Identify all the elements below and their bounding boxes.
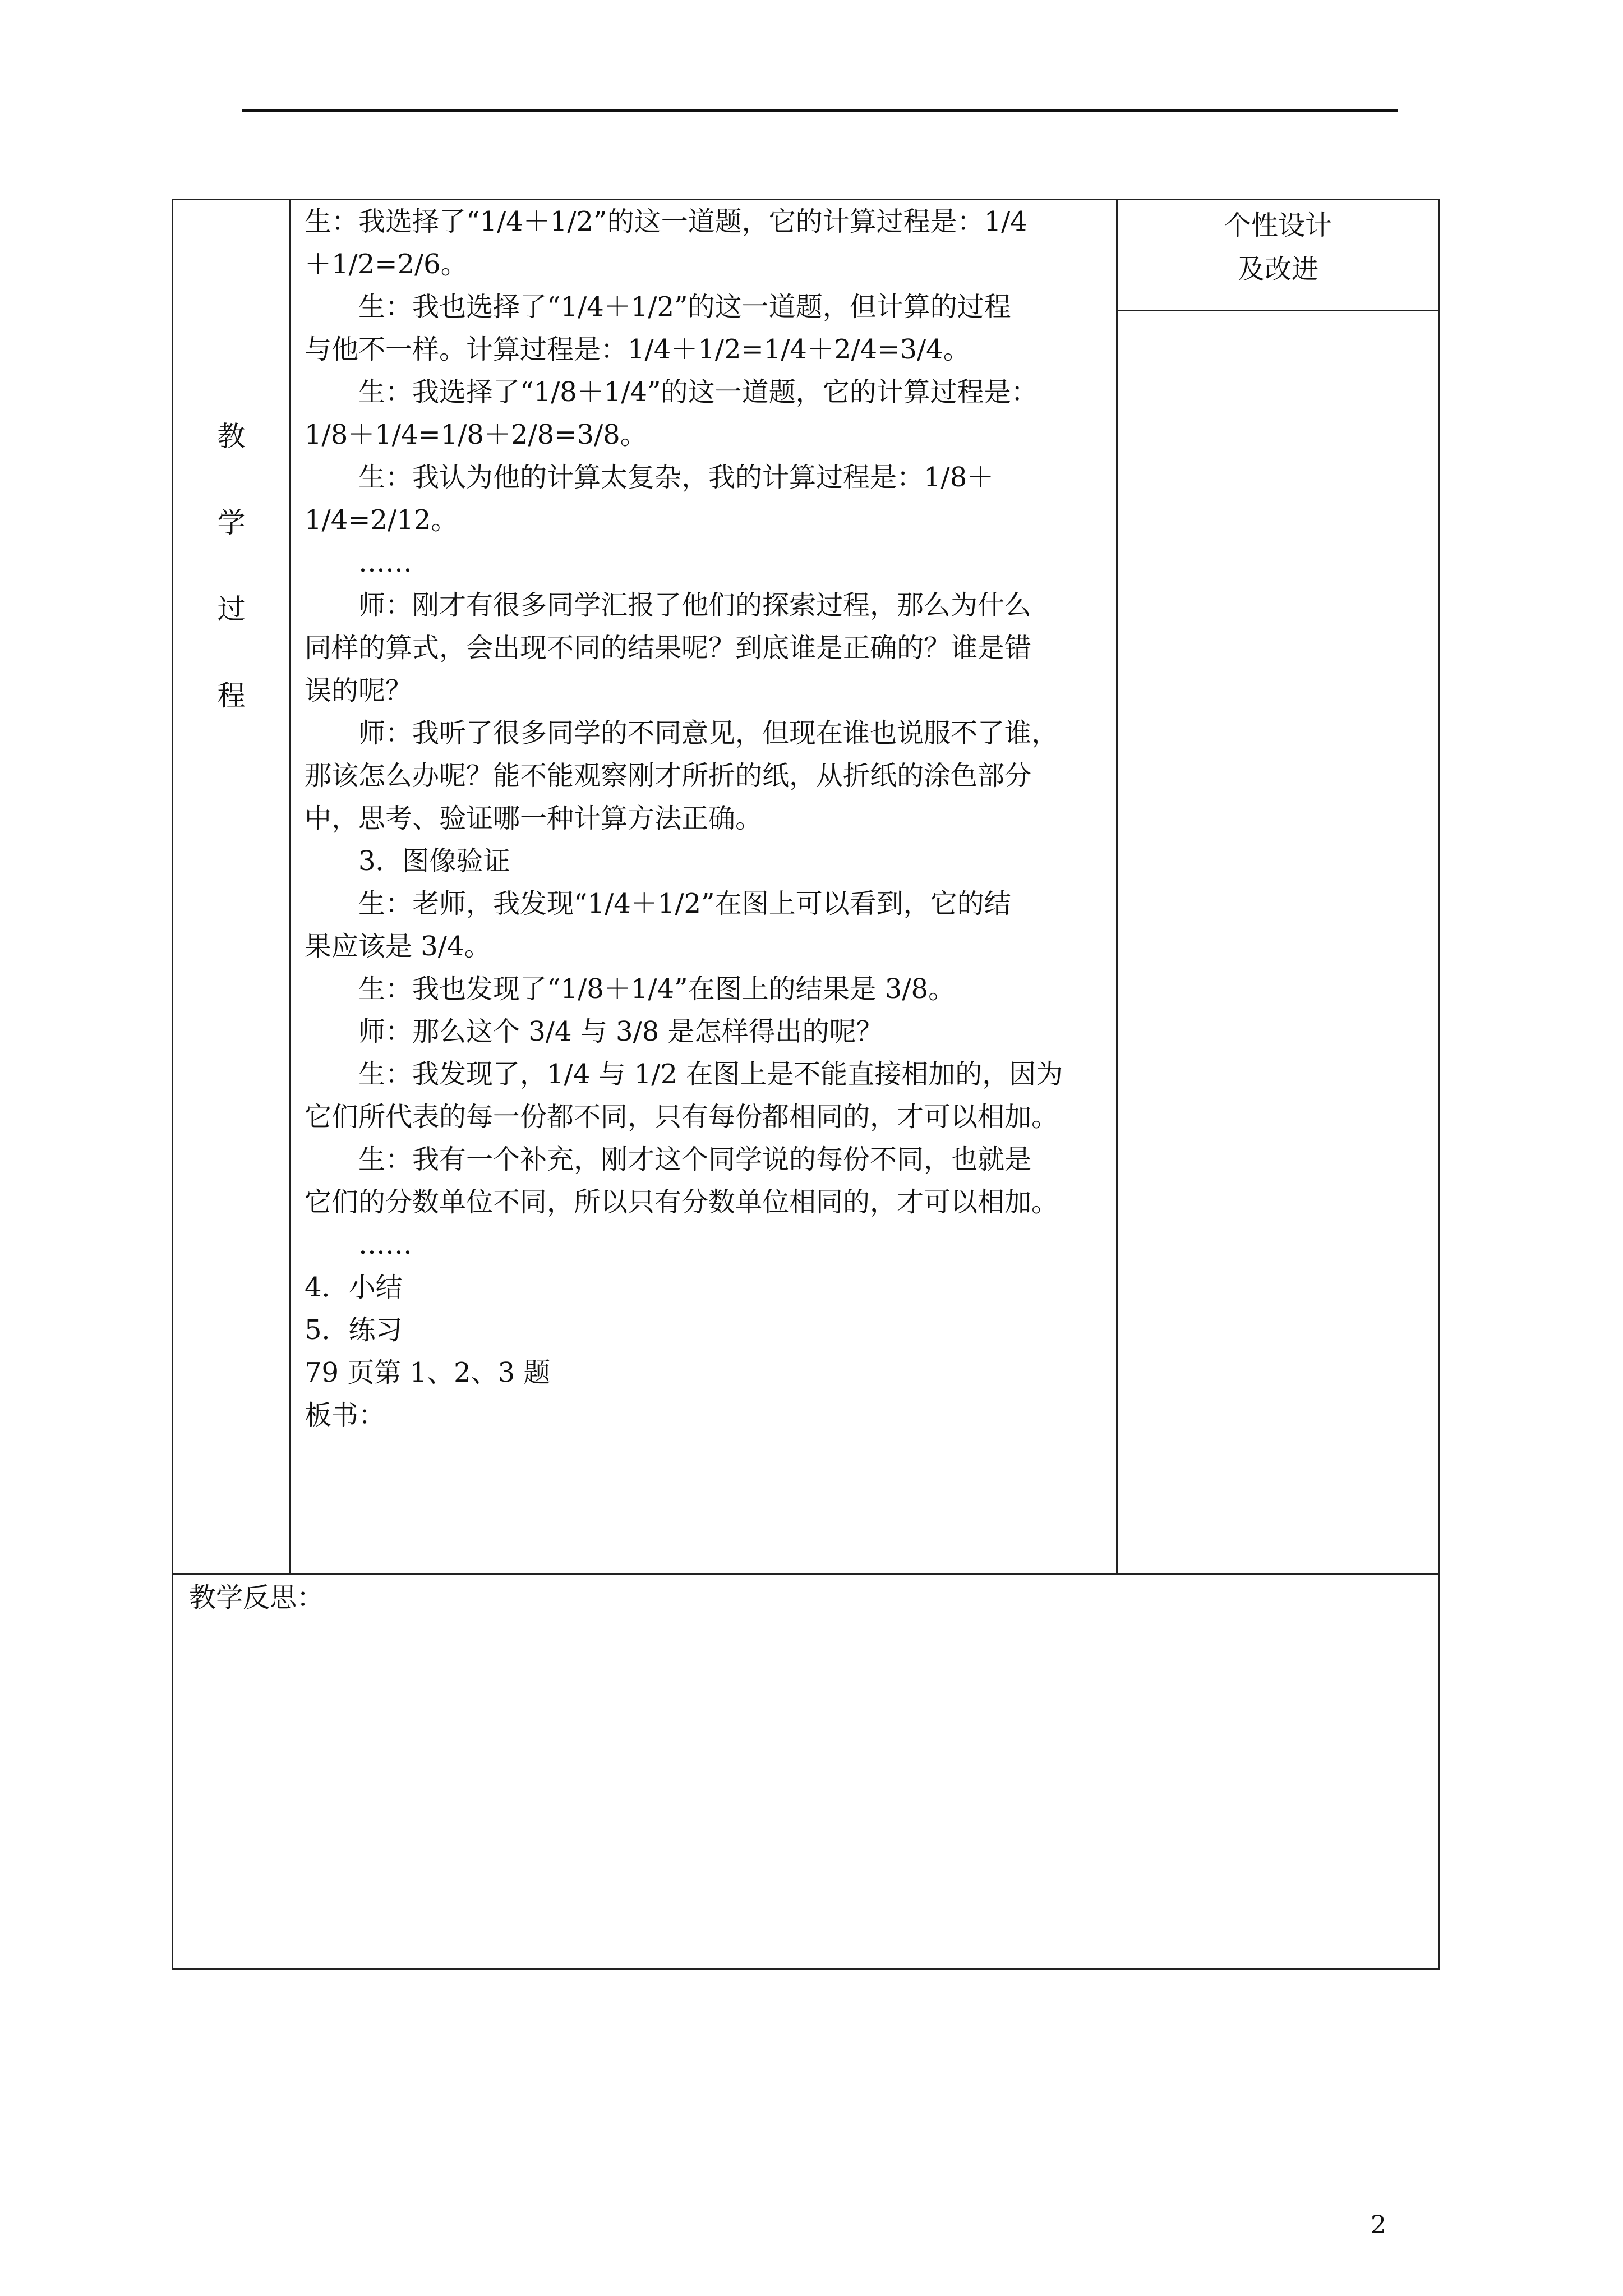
content-line: 师：那么这个 3/4 与 3/8 是怎样得出的呢？ xyxy=(358,1016,883,1047)
content-line: 79 页第 1、2、3 题 xyxy=(305,1357,551,1388)
process-label-char: 教 xyxy=(217,420,246,453)
page-number: 2 xyxy=(1371,2211,1386,2239)
content-line: 板书： xyxy=(305,1400,386,1431)
personal-design-title-line2: 及改进 xyxy=(1237,254,1318,285)
content-line: 与他不一样。计算过程是：1/4＋1/2=1/4＋2/4=3/4。 xyxy=(305,334,970,365)
content-line: 它们的分数单位不同，所以只有分数单位相同的，才可以相加。 xyxy=(305,1186,1059,1218)
header-rule xyxy=(242,109,1398,112)
content-line: 同样的算式，会出现不同的结果呢？到底谁是正确的？谁是错 xyxy=(305,632,1032,664)
reflection-divider xyxy=(172,1573,1440,1575)
teaching-process-content xyxy=(305,200,1106,1573)
side-column-divider xyxy=(1116,199,1118,1575)
content-line: 3．图像验证 xyxy=(358,845,510,877)
content-line: 它们所代表的每一份都不同，只有每份都相同的，才可以相加。 xyxy=(305,1101,1059,1133)
content-line: 5．练习 xyxy=(305,1314,403,1346)
process-label xyxy=(173,200,289,1573)
content-line: 师：刚才有很多同学汇报了他们的探索过程，那么为什么 xyxy=(358,590,1032,621)
content-line: 生：我选择了“1/8＋1/4”的这一道题，它的计算过程是： xyxy=(358,376,1038,408)
process-label-char: 学 xyxy=(217,507,246,539)
content-line: 生：我也选择了“1/4＋1/2”的这一道题，但计算的过程 xyxy=(358,291,1011,323)
content-line: 生：我发现了，1/4 与 1/2 在图上是不能直接相加的，因为 xyxy=(358,1059,1063,1090)
content-line: 生：老师，我发现“1/4＋1/2”在图上可以看到，它的结 xyxy=(358,888,1011,919)
content-line: ＋1/2=2/6。 xyxy=(305,249,468,280)
label-column-divider xyxy=(289,199,291,1575)
content-line: 1/8＋1/4=1/8＋2/8=3/8。 xyxy=(305,419,647,450)
content-line: 生：我认为他的计算太复杂，我的计算过程是：1/8＋ xyxy=(358,462,994,493)
personal-design-title-line1: 个性设计 xyxy=(1224,210,1332,241)
content-line: 误的呢？ xyxy=(305,675,413,706)
side-header-divider xyxy=(1116,310,1440,311)
content-line: 那该怎么办呢？能不能观察刚才所折的纸，从折纸的涂色部分 xyxy=(305,760,1032,792)
content-line: 生：我有一个补充，刚才这个同学说的每份不同，也就是 xyxy=(358,1144,1032,1175)
process-label-char: 程 xyxy=(217,679,246,712)
reflection-label: 教学反思： xyxy=(189,1582,324,1613)
content-line: 4．小结 xyxy=(305,1272,403,1303)
content-line: 生：我也发现了“1/8＋1/4”在图上的结果是 3/8。 xyxy=(358,973,956,1005)
personal-design-header xyxy=(1118,200,1438,310)
content-line: 1/4=2/12。 xyxy=(305,504,458,536)
process-label-char: 过 xyxy=(217,593,246,625)
content-line: …… xyxy=(358,547,412,578)
content-line: 师：我听了很多同学的不同意见，但现在谁也说服不了谁， xyxy=(358,717,1059,749)
content-line: …… xyxy=(358,1229,412,1260)
content-line: 中，思考、验证哪一种计算方法正确。 xyxy=(305,803,763,834)
content-line: 果应该是 3/4。 xyxy=(305,931,491,962)
content-line: 生：我选择了“1/4＋1/2”的这一道题，它的计算过程是：1/4 xyxy=(305,206,1027,237)
